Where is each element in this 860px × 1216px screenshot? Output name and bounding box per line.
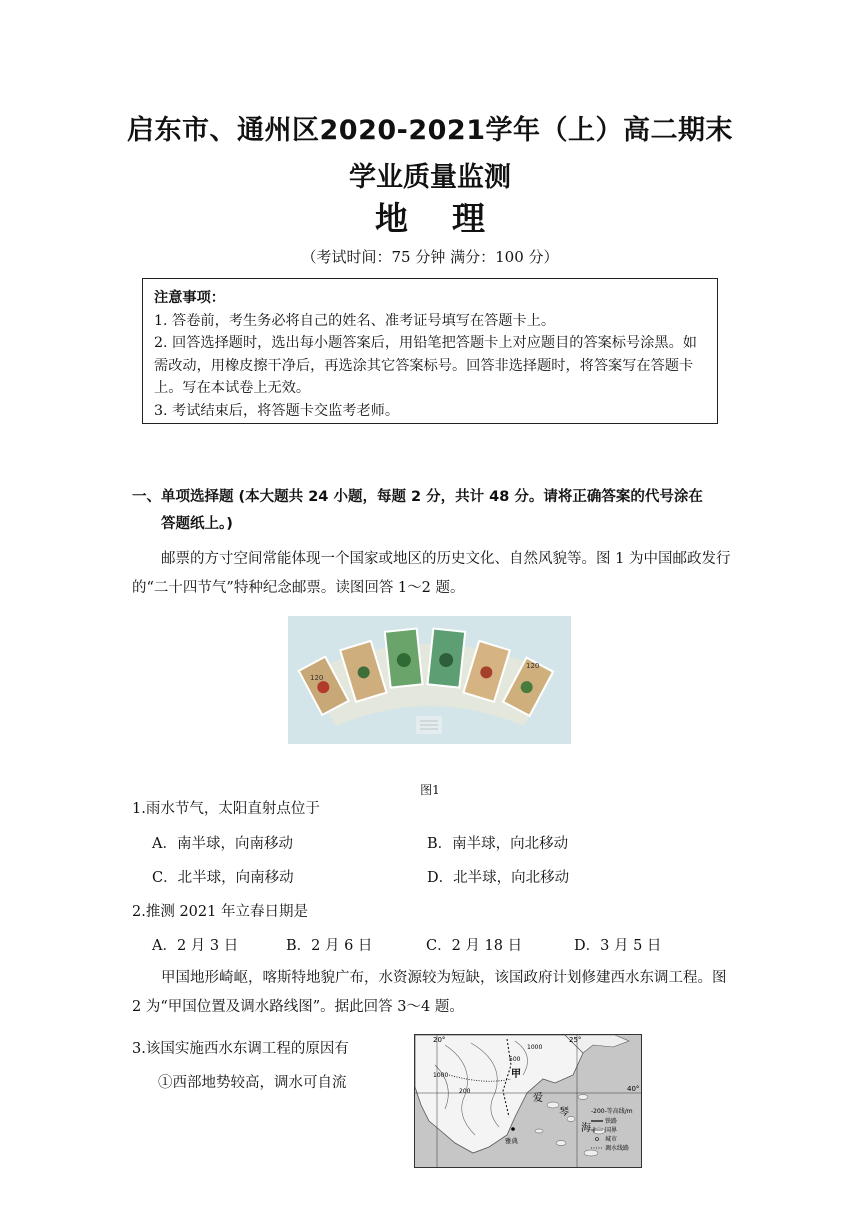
legend-city: 城市	[605, 1136, 618, 1143]
notice-item-2: 2. 回答选择题时，选出每小题答案后，用铅笔把答题卡上对应题目的答案标号涂黑。如需改动，用橡皮擦干净后，再选涂其它答案标号。回答非选择题时，将答案写在答题卡上。写在本试卷上无效。	[154, 335, 697, 396]
map-country-label: 甲	[511, 1069, 521, 1080]
section-heading	[132, 484, 732, 538]
question-2-option-c: C．2 月 18 日	[426, 938, 523, 954]
legend-contour: -200-等高线/m	[591, 1108, 633, 1115]
map-sea-char-1: 爱	[533, 1093, 543, 1104]
question-1-stem: 1.雨水节气，太阳直射点位于	[132, 801, 320, 817]
question-1-option-b: B．南半球，向北移动	[427, 836, 569, 852]
notice-title: 注意事项：	[154, 290, 225, 306]
section-heading-line2: 答题纸上。)	[161, 516, 233, 532]
notice-box	[142, 278, 718, 424]
map-contour-1000: 1000	[527, 1044, 543, 1051]
notice-item-1: 1. 答卷前，考生务必将自己的姓名、准考证号填写在答题卡上。	[154, 312, 556, 329]
question-2-stem: 2.推测 2021 年立春日期是	[132, 904, 308, 920]
map-sea-char-2: 琴	[559, 1107, 569, 1118]
section-heading-line1: 一、单项选择题 (本大题共 24 小题，每题 2 分，共计 48 分。请将正确答案的代号涂在	[132, 489, 703, 505]
map-lat: 40°	[627, 1085, 640, 1093]
question-3-item-1: ①西部地势较高，调水可自流	[158, 1075, 347, 1091]
map-contour-1000-west: 1000	[433, 1072, 449, 1079]
question-2-option-b: B．2 月 6 日	[286, 938, 373, 954]
intro-paragraph-2: 甲国地形崎岖，喀斯特地貌广布，水资源较为短缺，该国政府计划修建西水东调工程。图 2 为“甲国位置及调水路线图”。据此回答 3～4 题。	[132, 970, 727, 1015]
intro-paragraph-1: 邮票的方寸空间常能体现一个国家或地区的历史文化、自然风貌等。图 1 为中国邮政发行的“二十四节气”特种纪念邮票。读图回答 1～2 题。	[132, 551, 731, 596]
map-contour-500: 500	[509, 1056, 521, 1063]
question-1-option-d: D．北半球，向北移动	[427, 870, 570, 886]
question-1-option-c: C．北半球，向南移动	[152, 870, 294, 886]
map-lon-right: 25°	[569, 1036, 582, 1044]
question-2-option-a: A．2 月 3 日	[152, 938, 239, 954]
map-graphic	[415, 1035, 641, 1167]
stamp-fan-image	[288, 616, 571, 744]
exam-time-info: （考试时间：75 分钟 满分：100 分）	[301, 248, 559, 266]
map-city-label: 雅典	[505, 1137, 518, 1145]
legend-border: 国界	[605, 1127, 618, 1134]
exam-title-line2: 学业质量监测	[349, 162, 511, 193]
stamp-value-label-right: 120	[526, 662, 540, 670]
figure-1-caption: 图1	[420, 783, 440, 797]
subject-title: 地理	[375, 199, 529, 238]
stamp-value-label: 120	[310, 674, 324, 682]
legend-rail: 铁路	[605, 1118, 618, 1125]
map-lon-left: 20°	[433, 1036, 446, 1044]
exam-title-line1: 启东市、通州区2020-2021学年（上）高二期末	[127, 115, 733, 146]
map-sea-char-3: 海	[581, 1123, 591, 1134]
notice-item-3: 3. 考试结束后，将答题卡交监考老师。	[154, 402, 400, 419]
figure-2-map	[414, 1034, 642, 1168]
legend-route: 调水线路	[605, 1145, 630, 1152]
map-contour-200: 200	[459, 1088, 471, 1095]
figure-1-stamps	[288, 616, 571, 744]
question-1-option-a: A．南半球，向南移动	[152, 836, 293, 852]
question-2-option-d: D．3 月 5 日	[574, 938, 662, 954]
question-3-stem: 3.该国实施西水东调工程的原因有	[132, 1041, 349, 1057]
